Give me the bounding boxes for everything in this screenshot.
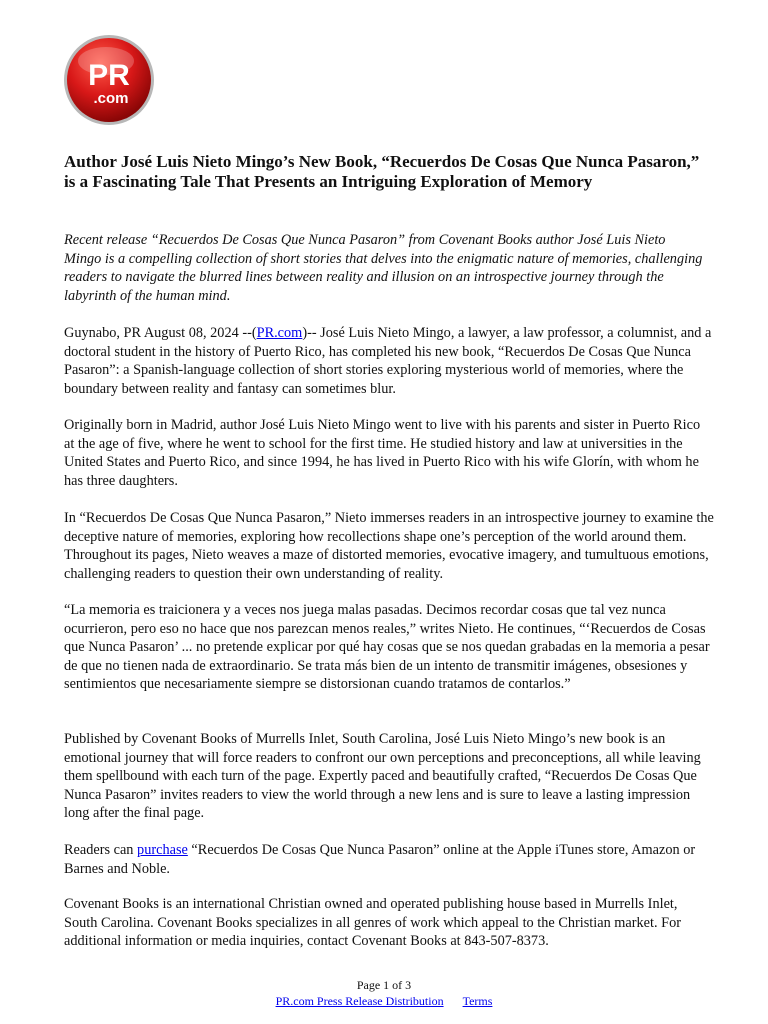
body-paragraph-6 [64, 841, 714, 878]
body-paragraph-7: Covenant Books is an international Christian owned and operated publishing house based in Murrells Inlet, South Carolina. Covenant Books specializes in all genres of work which appeal to the Christian market. For additional information or media inquiries, contact Covenant Books at 843-507-8373. [64, 896, 682, 950]
purchase-link[interactable]: purchase [137, 842, 188, 858]
body-paragraph-5: Published by Covenant Books of Murrells Inlet, South Carolina, José Luis Nieto Mingo’s new book is an emotional journey that will force readers to confront our own perceptions and preconceptions, all while leaving them spellbound with each turn of the page. Expertly paced and beautifully crafted, “Recuerdos De Cosas Que Nunca Pasaron” invites readers to view the world through a new lens and is sure to leave a lasting impression long after the final page. [64, 731, 701, 822]
logo-main-text: PR [88, 59, 130, 92]
pr-com-logo-graphic [62, 33, 156, 127]
terms-link[interactable]: Terms [462, 994, 493, 1008]
distribution-link[interactable]: PR.com Press Release Distribution [275, 994, 444, 1008]
paragraph-text: Guynabo, PR August 08, 2024 --( [64, 325, 257, 341]
page-number: Page 1 of 3 [356, 978, 412, 992]
paragraph-text: )-- José Luis Nieto Mingo, a lawyer, a law professor, a columnist, and a doctoral student in the history of Puerto Rico, has completed his new book, “Recuerdos De Cosas Que Nunca Pasaron”: a Spanish-language collection of short stories exploring mysterious world of memories, where the boundary between reality and fantasy can sometimes blur. [64, 325, 712, 397]
logo-sub-text: .com [93, 90, 129, 107]
body-paragraph-2: Originally born in Madrid, author José Luis Nieto Mingo went to live with his parents and sister in Puerto Rico at the age of five, where he went to school for the first time. He studied history and law at universities in the United States and Puerto Rico, and since 1994, he has lived in Puerto Rico with his wife Glorín, with whom he has three daughters. [64, 417, 701, 489]
body-paragraph-3: In “Recuerdos De Cosas Que Nunca Pasaron,” Nieto immerses readers in an introspective journey to examine the deceptive nature of memories, exploring how recollections shape one’s perception of the world around them. Throughout its pages, Nieto weaves a maze of distorted memories, evocative imagery, and tumultuous emotions, challenging readers to question their own understanding of reality. [64, 510, 714, 582]
page-footer [0, 977, 768, 1009]
footer-links [0, 993, 768, 1009]
body-paragraph-4: “La memoria es traicionera y a veces nos juega malas pasadas. Decimos recordar cosas que tal vez nunca ocurrieron, pero eso no hace que nos parezcan menos reales,” writes Nieto. He continues, “‘Recuerdos de Cosas que Nunca Pasaron’ ... no pretende explicar por qué hay cosas que se nos quedan grabadas en la memoria a pesar de que no tienen nada de extraordinario. Se trata más bien de un intento de transmitir imágenes, obsesiones y sentimientos que necesariamente siempre se distorsionan cuando tratamos de contarlos.” [64, 602, 710, 693]
body-paragraph-1 [64, 324, 714, 398]
press-release-summary: Recent release “Recuerdos De Cosas Que Nunca Pasaron” from Covenant Books author José Luis Nieto Mingo is a compelling collection of short stories that delves into the enigmatic nature of memories, challenging readers to navigate the blurred lines between reality and illusion on an introspective journey through the labyrinth of the human mind. [64, 232, 703, 304]
pr-com-link[interactable]: PR.com [256, 325, 303, 341]
paragraph-text: Readers can [64, 842, 138, 858]
press-release-title: Author José Luis Nieto Mingo’s New Book, “Recuerdos De Cosas Que Nunca Pasaron,” is a Fascinating Tale That Presents an Intriguing Exploration of Memory [64, 152, 700, 191]
paragraph-text: “Recuerdos De Cosas Que Nunca Pasaron” online at the Apple iTunes store, Amazon or Barnes and Noble. [64, 842, 696, 877]
pr-com-logo [62, 33, 156, 127]
